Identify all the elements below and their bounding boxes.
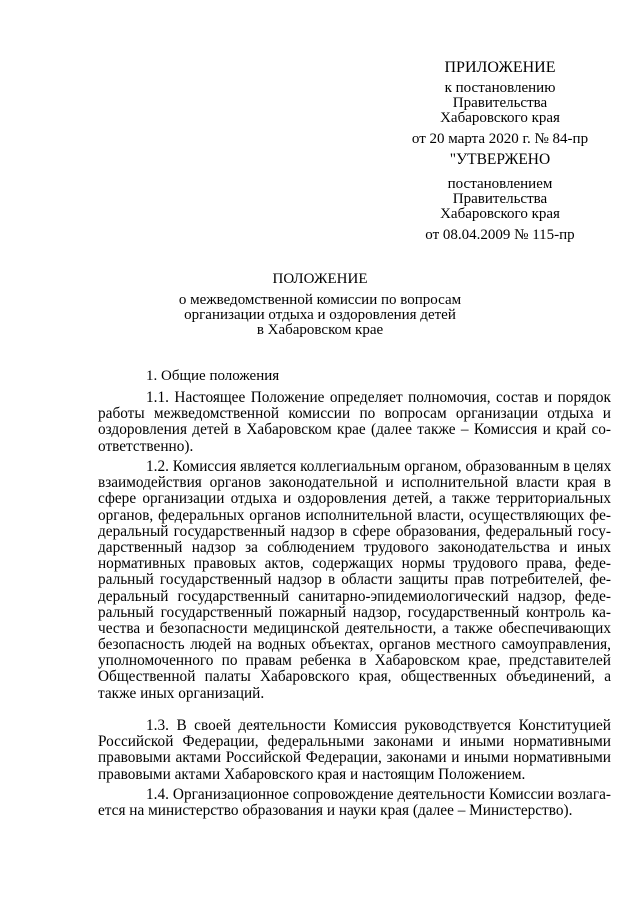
document-subtitle-line: в Хабаровском крае [256, 322, 384, 338]
appendix-title: ПРИЛОЖЕНИЕ [444, 59, 556, 76]
text-line: ральный государственный надзор в области защиты прав потребителей, фе- [98, 571, 611, 589]
text-line: правовыми актами Российской Федерации, законами и иными нормативными [98, 749, 611, 767]
text-line: безопасность людей на водных объектах, органов местного самоуправления, [98, 636, 611, 654]
approved-line: постановлением [447, 176, 553, 192]
text-line: ответственно). [98, 437, 194, 455]
text-line: Российской Федерации, федеральными законами и иными нормативными [98, 733, 611, 751]
approved-title: "УТВЕРЖЕНО [449, 151, 551, 168]
paragraph-1-3 [98, 718, 611, 783]
appendix-block [400, 60, 600, 147]
text-line: органов, федеральных органов исполнительной власти, осуществляющих фе- [98, 506, 611, 524]
text-line: также иных организаций. [98, 684, 265, 702]
paragraph-1-4 [98, 787, 611, 819]
document-subtitle-line: о межведомственной комиссии по вопросам [178, 292, 462, 308]
section-heading: 1. Общие положения [146, 368, 280, 384]
text-line: 1.1. Настоящее Положение определяет полномочия, состав и порядок [146, 389, 611, 406]
text-line: сфере организации отдыха и оздоровления детей, а также территориальных [98, 490, 611, 508]
text-line: деральный государственный санитарно-эпидемиологический надзор, феде- [98, 587, 611, 605]
appendix-line: к постановлению [444, 80, 556, 96]
appendix-line: Хабаровского края [440, 110, 560, 126]
text-line: уполномоченного по правам ребенка в Хабаровском крае, представителей [98, 652, 611, 670]
text-line: взаимодействия органов законодательной и исполнительной власти края в [98, 474, 611, 492]
document-subtitle-line: организации отдыха и оздоровления детей [184, 307, 456, 323]
text-line: оздоровления детей в Хабаровском крае (далее также – Комиссия и край со- [98, 421, 611, 439]
text-line: деральный государственный надзор в сфере образования, федеральный госу- [98, 522, 611, 540]
text-line: 1.4. Организационное сопровождение деятельности Комиссии возлага- [146, 786, 611, 803]
document-title-block [150, 272, 490, 338]
text-line: работы межведомственной комиссии по вопросам организации отдыха и [98, 405, 611, 423]
appendix-line: от 20 марта 2020 г. № 84-пр [411, 131, 589, 147]
approved-block [400, 152, 600, 243]
paragraph-1-1 [98, 390, 611, 455]
text-line: 1.2. Комиссия является коллегиальным органом, образованным в целях [146, 458, 612, 475]
text-line: ральный государственный пожарный надзор, государственный контроль ка- [98, 603, 611, 621]
document-title: ПОЛОЖЕНИЕ [272, 271, 368, 287]
text-line: 1.3. В своей деятельности Комиссия руководствуется Конституцией [146, 717, 611, 734]
paragraph-1-2 [98, 459, 611, 702]
text-line: ется на министерство образования и науки края (далее – Министерство). [98, 802, 573, 820]
text-line: Общественной палаты Хабаровского края, общественных объединений, а [98, 668, 611, 686]
text-line: дарственный надзор за соблюдением трудового законодательства и иных [98, 538, 611, 556]
approved-line: Хабаровского края [440, 206, 560, 222]
text-line: чества и безопасности медицинской деятельности, а также обеспечивающих [98, 619, 611, 637]
approved-line: от 08.04.2009 № 115-пр [425, 227, 575, 243]
appendix-line: Правительства [452, 95, 548, 111]
text-line: правовыми актами Хабаровского края и настоящим Положением. [98, 765, 526, 783]
approved-line: Правительства [452, 191, 548, 207]
text-line: нормативных правовых актов, содержащих нормы трудового права, феде- [98, 555, 611, 573]
